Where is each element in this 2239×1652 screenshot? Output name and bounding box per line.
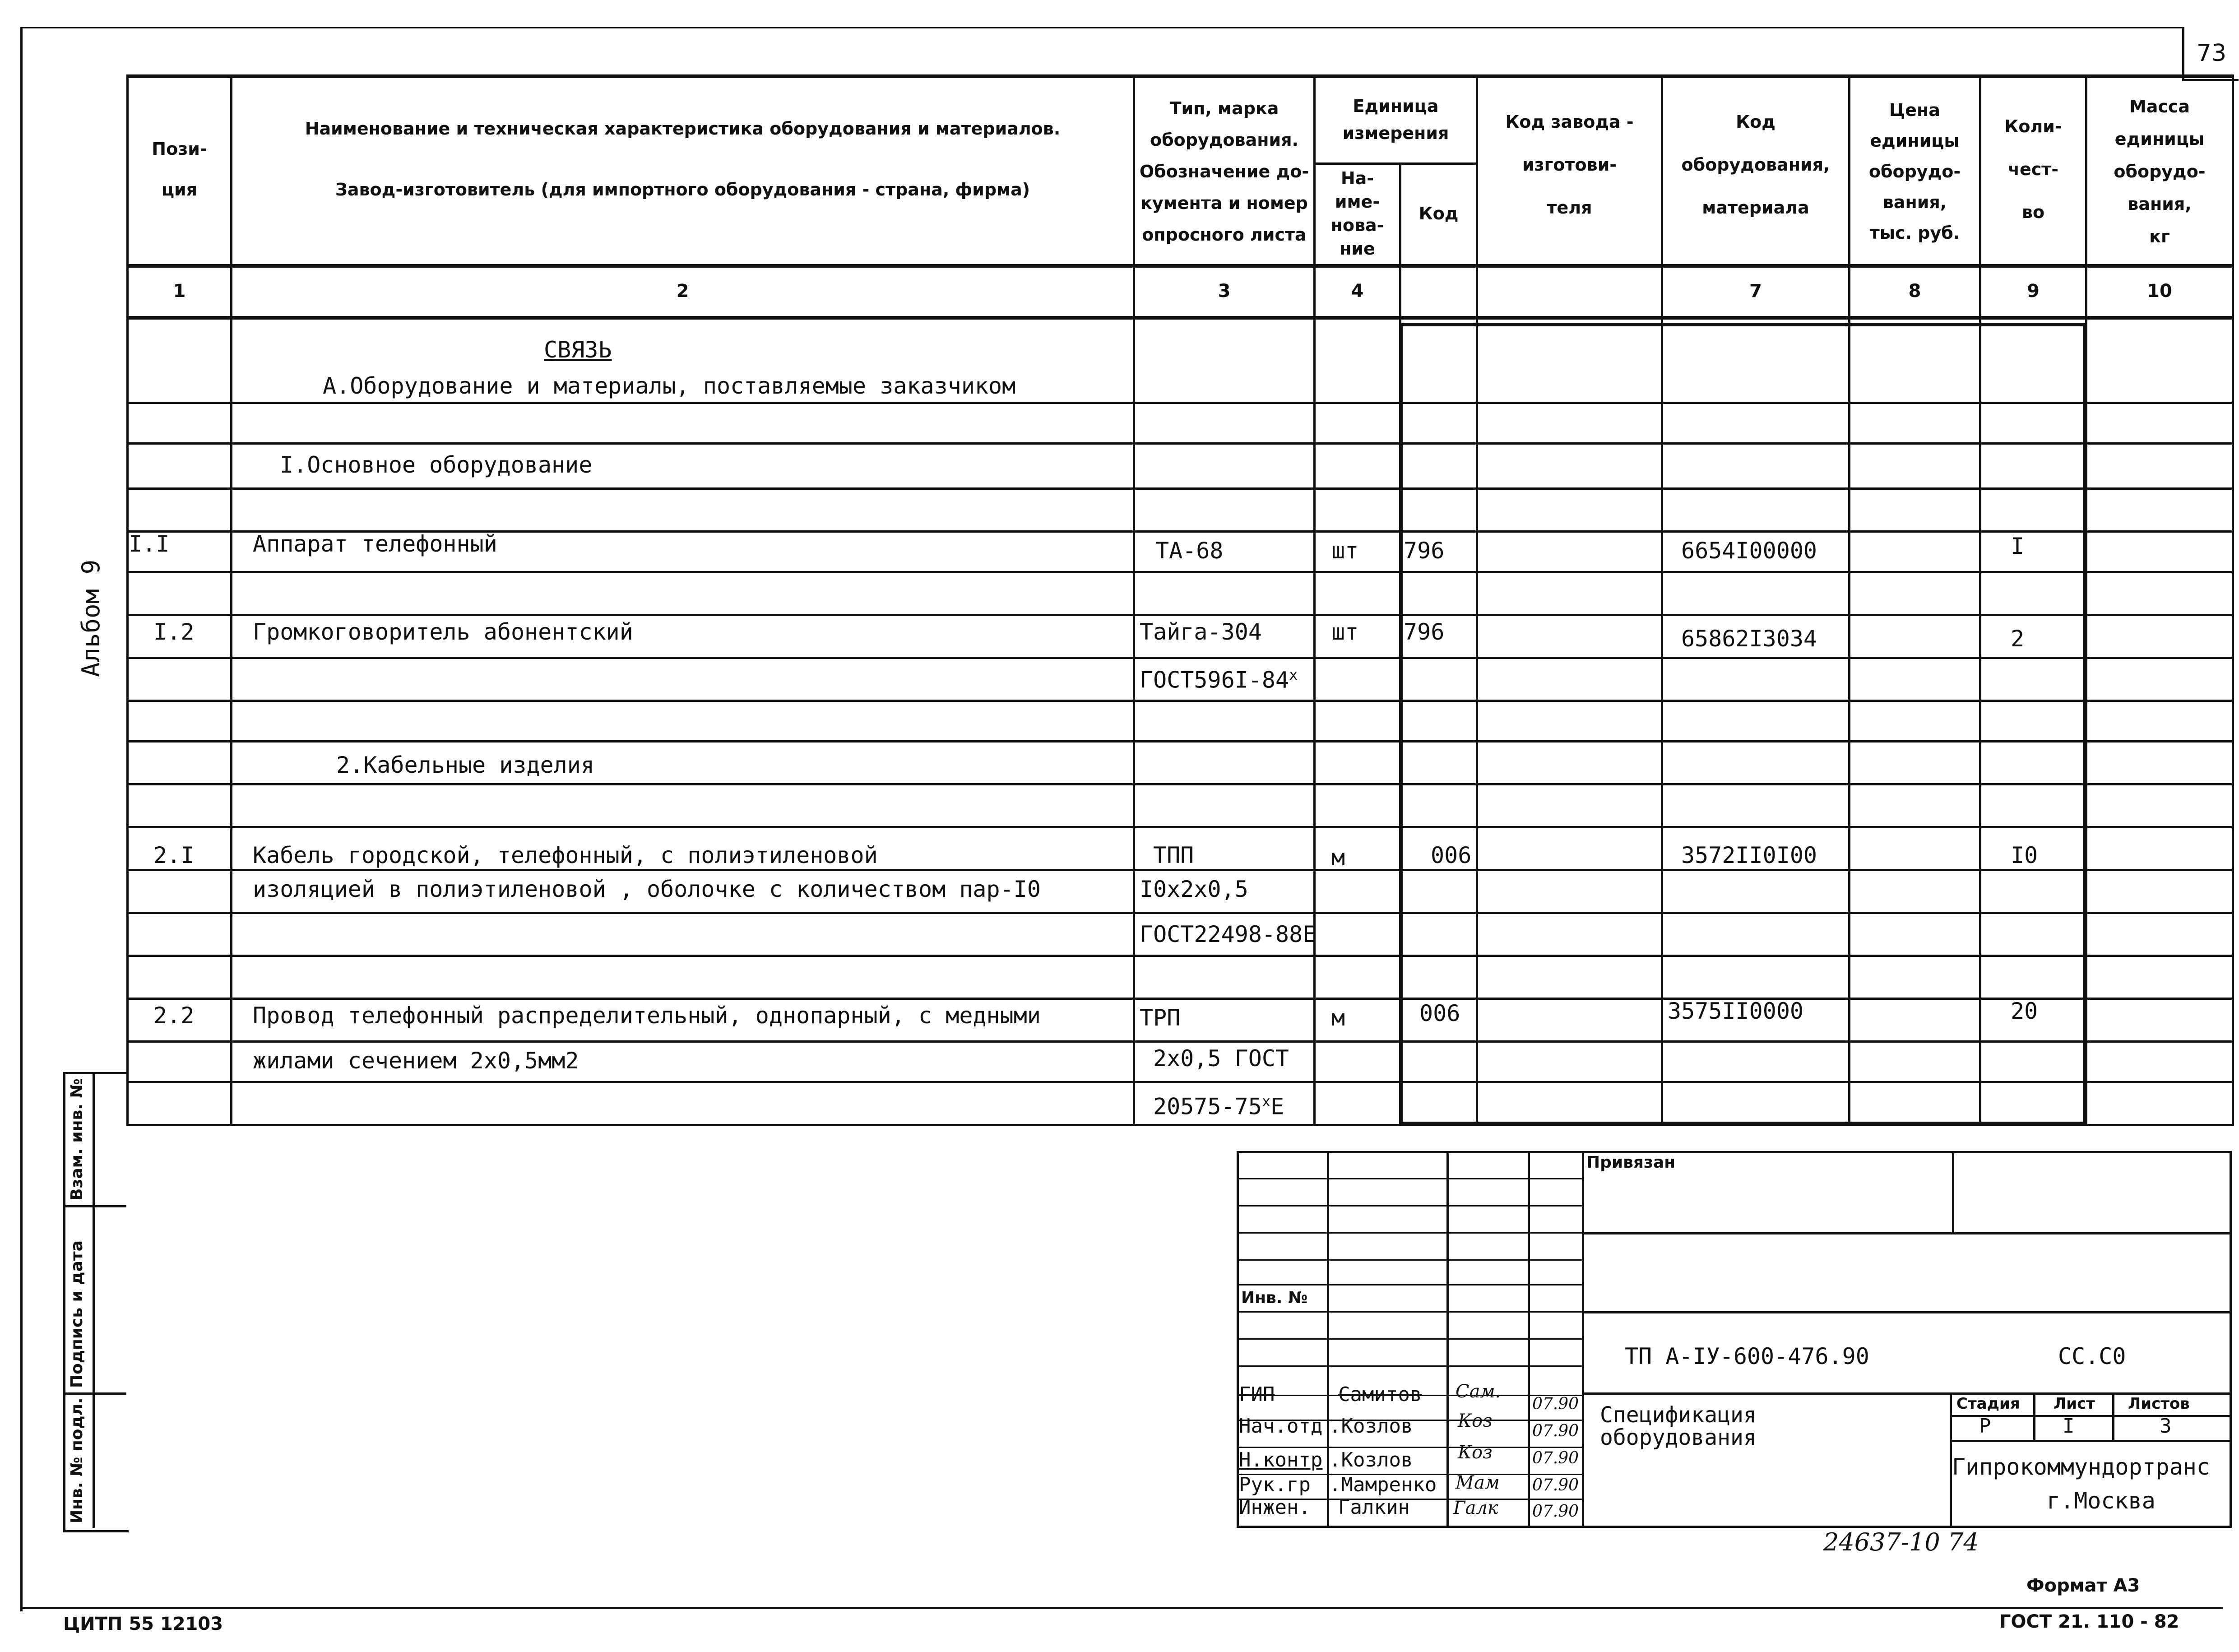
subsection-1-heading: I.Основное оборудование — [280, 452, 593, 478]
colnum-4: 4 — [1351, 281, 1364, 302]
row-line — [126, 487, 2234, 490]
header-mass: Масса единицы оборудо- вания, кг — [2114, 97, 2206, 246]
header-unit-code: Код — [1418, 203, 1459, 223]
tb-name-nkontr: .Козлов — [1329, 1448, 1413, 1471]
item-2-position: I.2 — [153, 619, 195, 645]
row-line — [126, 402, 2234, 404]
tb-stage-bottom — [1950, 1440, 2232, 1442]
item-2-qty: 2 — [2011, 626, 2025, 652]
item-4-type-line2: 2х0,5 ГОСТ — [1153, 1045, 1289, 1072]
tb-date-rukgr: 07.90 — [1532, 1476, 1579, 1494]
row-line — [126, 442, 2234, 445]
tb-role-nkontr: Н.контр — [1239, 1448, 1323, 1471]
tb-date-nach: 07.90 — [1532, 1422, 1579, 1440]
tb-sig-rukgr: Мам — [1456, 1472, 1500, 1493]
tb-sig-gip: Сам. — [1456, 1381, 1501, 1402]
tb-date-inzhen: 07.90 — [1532, 1502, 1579, 1521]
colnum-7: 7 — [1749, 281, 1762, 302]
tb-stage-mid — [1950, 1415, 2232, 1417]
tb-grid-h — [1237, 1311, 1582, 1313]
header-name-line1: Наименование и техническая характеристика оборудования и материалов. — [305, 119, 1061, 139]
row-line — [126, 998, 2234, 1000]
tb-stage-label: Стадия — [1956, 1395, 2020, 1413]
row-line — [126, 700, 2234, 702]
item-4-code: 3575II0000 — [1668, 998, 1804, 1024]
tb-grid-v4 — [1582, 1151, 1584, 1528]
header-quantity: Коли- чест- во — [2004, 116, 2062, 222]
row-line — [126, 869, 2234, 871]
col-line-1 — [230, 74, 232, 1126]
side-stamp-line — [63, 1205, 126, 1207]
tb-name-gip: Самитов — [1338, 1383, 1422, 1406]
corner-sheet-number: 73 — [2182, 27, 2239, 81]
side-stamp-podpis-data: Подпись и дата — [68, 1240, 86, 1388]
item-3-type-line2: I0х2х0,5 — [1140, 876, 1248, 902]
header-price: Цена единицы оборудо- вания, тыс. руб. — [1868, 100, 1961, 243]
tb-privyazan-label: Привязан — [1586, 1153, 1676, 1172]
header-equipment-code: Код оборудования, материала — [1681, 111, 1830, 218]
row-line — [126, 740, 2234, 742]
tb-sheet-label: Лист — [2054, 1395, 2095, 1413]
header-name-line2: Завод-изготовитель (для импортного оборудования - страна, фирма) — [335, 180, 1030, 200]
tb-role-inzhen: Инжен. — [1239, 1496, 1311, 1519]
tb-grid-h — [1237, 1232, 1582, 1234]
item-3-position: 2.I — [153, 842, 195, 868]
item-1-unit-code: 796 — [1404, 538, 1445, 564]
tb-grid-h — [1237, 1259, 1582, 1261]
tb-date-nkontr: 07.90 — [1532, 1449, 1579, 1467]
tb-grid-h — [1237, 1284, 1582, 1285]
item-3-unit: м — [1331, 845, 1345, 871]
side-stamp-inv-podl: Инв. № подл. — [68, 1397, 86, 1523]
item-2-code: 65862I3034 — [1681, 626, 1817, 652]
item-1-unit: шт — [1331, 538, 1359, 564]
tb-stage-v1 — [2033, 1392, 2035, 1440]
tb-grid-h — [1237, 1178, 1582, 1179]
item-2-name: Громкоговоритель абонентский — [253, 619, 633, 645]
item-2-type: Тайга-304 — [1140, 619, 1262, 645]
tb-stage-value: Р — [1979, 1415, 1991, 1438]
item-4-position: 2.2 — [153, 1002, 195, 1029]
row-line — [126, 826, 2234, 828]
item-4-name: Провод телефонный распределительный, однопарный, с медными — [253, 1002, 1041, 1029]
header-unit-name: На- име- нова- ние — [1330, 168, 1384, 259]
colnum-8: 8 — [1908, 281, 1921, 302]
item-3-name: Кабель городской, телефонный, с полиэтиленовой — [253, 842, 878, 868]
citp-label: ЦИТП 55 12103 — [63, 1614, 223, 1634]
title-block-right — [2230, 1151, 2232, 1528]
album-label: Альбом 9 — [77, 559, 105, 677]
row-line — [126, 783, 2234, 785]
row-line — [126, 955, 2234, 957]
row-line — [126, 912, 2234, 914]
item-4-type-line3 — [1153, 1088, 1284, 1120]
tb-role-nach: Нач.отд — [1239, 1415, 1323, 1438]
tb-sheets-value: 3 — [2160, 1415, 2172, 1438]
tb-sheets-label: Листов — [2128, 1395, 2190, 1413]
item-3-qty: I0 — [2011, 842, 2038, 868]
colnum-9: 9 — [2027, 281, 2040, 302]
table-top-line — [126, 74, 2234, 78]
frame-bottom-border — [20, 1607, 2223, 1609]
gost-label: ГОСТ 21. 110 - 82 — [1999, 1611, 2179, 1632]
item-4-name-line2: жилами сечением 2х0,5мм2 — [253, 1048, 579, 1074]
colnum-2: 2 — [676, 281, 689, 302]
subsection-2-heading: 2.Кабельные изделия — [336, 752, 594, 778]
item-2-type-gost: ГОСТ596I-84 — [1140, 667, 1289, 693]
header-bottom-line — [126, 264, 2234, 268]
tb-name-nach: .Козлов — [1329, 1415, 1413, 1438]
frame-top-border — [20, 27, 2182, 28]
header-position: Пози- ция — [152, 139, 207, 200]
item-4-unit: м — [1331, 1005, 1345, 1031]
handwritten-number: 24637-10 74 — [1823, 1528, 1979, 1556]
thick-frame-left — [1399, 323, 1403, 1124]
item-1-name: Аппарат телефонный — [253, 531, 497, 557]
tb-inv-no-label: Инв. № — [1241, 1289, 1308, 1307]
item-4-type-gost: 20575-75 — [1153, 1093, 1262, 1120]
item-4-type-tail: Е — [1270, 1093, 1284, 1120]
item-1-qty: I — [2011, 533, 2025, 559]
tb-doc-title-1: Спецификация — [1600, 1402, 1757, 1428]
tb-privyazan-bottom — [1582, 1232, 2232, 1234]
tb-role-rukgr: Рук.гр — [1239, 1473, 1311, 1496]
row-line — [126, 614, 2234, 616]
tb-grid-h — [1237, 1338, 1582, 1340]
item-1-code: 6654I00000 — [1681, 538, 1817, 564]
item-2-type-superscript: х — [1289, 666, 1298, 683]
item-3-code: 3572II0I00 — [1681, 842, 1817, 868]
frame-left-border — [20, 27, 23, 1611]
tb-sig-nach: Коз — [1458, 1411, 1493, 1431]
row-line — [126, 1040, 2234, 1043]
item-4-unit-code: 006 — [1419, 1000, 1460, 1026]
header-plant-code: Код завода - изготови- теля — [1505, 111, 1634, 218]
tb-grid-h — [1237, 1365, 1582, 1367]
tb-name-rukgr: .Мамренко — [1329, 1473, 1437, 1496]
tb-doc-code: ТП А-IУ-600-476.90 — [1625, 1343, 1869, 1369]
item-4-type: ТРП — [1140, 1005, 1181, 1031]
tb-role-gip: ГИП — [1239, 1383, 1275, 1406]
side-stamp-vzam-inv: Взам. инв. № — [68, 1078, 86, 1201]
colnum-bottom-line — [126, 316, 2234, 320]
item-1-position: I.I — [129, 531, 170, 557]
tb-doc-suffix: СС.С0 — [2058, 1343, 2126, 1369]
tb-sig-inzhen: Галк — [1453, 1498, 1498, 1518]
title-block-top — [1237, 1151, 2232, 1153]
header-unit-group: Единица измерения — [1342, 96, 1449, 143]
item-3-type: ТПП — [1153, 842, 1194, 868]
item-2-unit: шт — [1331, 619, 1359, 645]
thick-frame-top — [1399, 323, 2085, 326]
side-stamp-line — [63, 1392, 126, 1395]
colnum-10: 10 — [2147, 281, 2172, 302]
title-block-bottom — [1237, 1526, 2232, 1528]
tb-stage-v2 — [2112, 1392, 2114, 1440]
row-line — [126, 571, 2234, 573]
tb-privyazan-divider — [1952, 1151, 1954, 1232]
tb-name-inzhen: Галкин — [1338, 1496, 1410, 1519]
item-2-type-line2 — [1140, 661, 1298, 694]
row-line — [126, 1081, 2234, 1083]
tb-sheet-value: I — [2063, 1415, 2075, 1438]
tb-org-1: Гипрокоммундортранс — [1952, 1454, 2210, 1480]
item-3-name-line2: изоляцией в полиэтиленовой , оболочке с количеством пар-I0 — [253, 876, 1041, 902]
tb-doc-code-top — [1582, 1311, 2232, 1313]
row-line — [126, 657, 2234, 659]
thick-frame-bottom — [1399, 1122, 2085, 1125]
item-3-type-line3: ГОСТ22498-88Е — [1140, 921, 1317, 947]
tb-date-gip: 07.90 — [1532, 1395, 1579, 1413]
section-title: СВЯЗЬ — [544, 337, 612, 363]
tb-grid-h — [1237, 1447, 1582, 1448]
colnum-3: 3 — [1218, 281, 1231, 302]
side-stamp-divider — [93, 1072, 95, 1528]
item-2-unit-code: 796 — [1404, 619, 1445, 645]
colnum-1: 1 — [173, 281, 186, 302]
tb-sig-nkontr: Коз — [1458, 1442, 1493, 1463]
item-4-type-superscript: х — [1261, 1093, 1271, 1110]
tb-doc-title-2: оборудования — [1600, 1425, 1757, 1450]
header-type: Тип, марка оборудования. Обозначение до- кумента и номер опросного листа — [1139, 98, 1309, 245]
item-4-qty: 20 — [2011, 998, 2038, 1024]
item-3-unit-code: 006 — [1431, 842, 1472, 868]
item-1-type: ТА-68 — [1155, 538, 1224, 564]
col-line-10 — [2232, 74, 2234, 1126]
tb-grid-h — [1237, 1205, 1582, 1207]
thick-frame-right — [2083, 323, 2086, 1124]
section-a-heading: А.Оборудование и материалы, поставляемые заказчиком — [323, 373, 1016, 399]
format-label: Формат А3 — [2026, 1575, 2140, 1596]
tb-org-2: г.Москва — [2047, 1488, 2156, 1514]
